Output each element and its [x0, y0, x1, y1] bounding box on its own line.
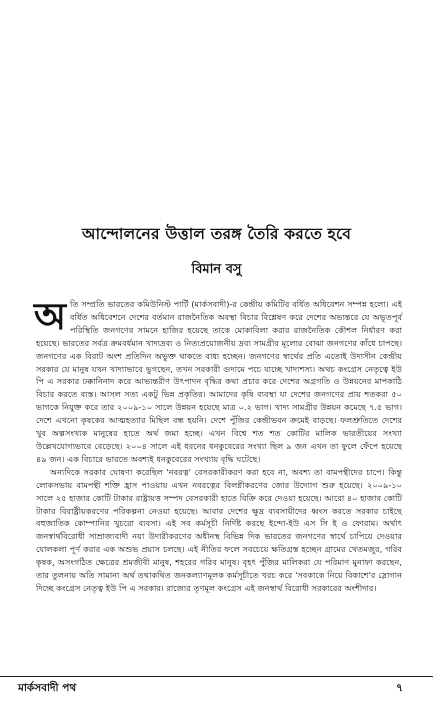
footer-magazine-name: মার্কসবাদী পথ [18, 682, 77, 694]
footer-divider [0, 676, 433, 677]
page-number: ৭ [396, 682, 403, 694]
article-title: আন্দোলনের উত্তাল তরঙ্গ তৈরি করতে হবে [81, 225, 352, 243]
drop-cap: অ [34, 294, 67, 338]
paragraph-1 [34, 294, 402, 466]
article-author: বিমান বসু [191, 262, 242, 277]
paragraph-2: অন্যদিকে সরকার ঘোষণা করেছিল 'নবরত্ন' বেসরকারীকরণ করা হবে না, অবশ্য তা বামপন্থীদের চাপে। কিন্তু লোকসভায় বামপন্থী শক্তি হ্রাস পাওয়ায় এখন নবরত্নের বিলগ্নীকরণের জোর উদ্যোগ শুরু হয়েছে। ২০০৯-১০ সালে ২৫ হাজার কোটি টাকার রাষ্ট্রায়ত্ত সম্পদ বেসরকারী হাতে বিক্রি করে দেওয়া হয়েছে। আরো ৪০ হাজার কোটি টাকার বিরাষ্ট্রীয়করণের পরিকল্পনা নেওয়া হয়েছে। আবার দেশের ক্ষুদ্র ব্যবসায়ীদের ধ্বংস করতে সরকার চাইছে বহুজাতিক কোম্পানির খুচরো ব্যবসা। এই সব কর্মসূচী নির্দিষ্ট করছে ইন্দো-ইউ এস সি ই ও ফোরাম। অর্থাৎ জনস্বার্থবিরোধী সাম্রাজ্যবাদী নয়া উদারীকরণের অধীনস্থ বিভিন্ন দিক ভারতের জনগণের স্বার্থে চাপিয়ে দেওয়ার যোলকলা পূর্ণ করার এক অশুভ প্রয়াস চলছে। এই নীতির ফলে সবচেয়ে ক্ষতিগ্রস্ত হচ্ছেন গ্রামের খেতমজুর, গরিব কৃষক, অসংগঠিত ক্ষেত্রের শ্রমজীবী মানুষ, শহরের গরিব মানুষ। বৃহৎ পুঁজির মালিকরা যে পরিমাণ মুনাফা করছেন, তার তুলনায় অতি সামান্য অর্থ তথাকথিত জনকল্যাণমূলক কর্মসূচীতে খরচ করে 'সবকাকে নিয়ে বিকাশে'র স্লোগান দিচ্ছে কংগ্রেস নেতৃত্ব ইউ পি এ সরকার। রাজ্যের তৃণমূল কংগ্রেস এই জনস্বার্থ বিরোধী সরকারের অংশীদার। [36, 466, 402, 593]
article-body [34, 294, 402, 595]
paragraph-1-text: তি সম্প্রতি ভারতের কমিউনিস্ট পার্টি (মার্কসবাদী)-র কেন্দ্রীয় কমিটির বর্ধিত অধিবেশন সম্পন্ন হলো। এই বর্ধিত অধিবেশনে দেশের বর্তমান রাজনৈতিক অবস্থা বিচার বিশ্লেষণ করে দেশের অভ্যন্তরে যে অভূতপূর্ব পরিস্থিতি জনগণের সামনে হাজির হয়েছে তাকে মোকাবিলা করার রাজনৈতিক কৌশল নির্ধারণ করা হয়েছে। ভারতের সর্বত্র ক্রমবর্ধমান খাদ্যদ্রব্য ও নিত্যপ্রয়োজনীয় দ্রব্য সামগ্রীর মূল্যের বোঝা জনগণের কাঁধে চাপছে। জনগণের এক বিরাট অংশ প্রতিদিন অভুক্ত থাকতে বাধ্য হচ্ছেন। জনগণের স্বার্থের প্রতি এতোই উদাসীন কেন্দ্রীয় সরকার যে মানুষ যখন খাদ্যাভাবে ভুগছেন, তখন সরকারী গুদামে পচে যাচ্ছে খাদ্যশস্য। অথচ কংগ্রেস নেতৃত্বে ইউ পি এ সরকার ঢক্কানিনাদ করে আভ্যন্তরীণ উৎপাদন বৃদ্ধির কথা প্রচার করে দেশের অগ্রগতি ও উন্নয়নের মাপকাঠি বিচার করতে ব্যস্ত। আসল সত্য একটু ভিন্ন প্রকৃতির। আমাদের কৃষি ব্যবস্থা যা দেশের জনগণের প্রায় শতকরা ৫০ ভাগকে নিযুক্ত করে তার ২০০৯-১০ সালে উন্নয়ন হয়েছে মাত্র ০.২ ভাগ। খাদ্য সামগ্রীর উন্নয়ন কমেছে ৭.৫ ভাগ। দেশে এখনো কৃষকের আত্মহত্যার মিছিল বন্ধ হয়নি। দেশে পুঁজির কেন্দ্রীভবন ক্রমেই বাড়ছে। ফলশ্রুতিতে দেশের খুব অল্পসংখ্যক মানুষের হাতে অর্থ জমা হচ্ছে। এখন বিশ্বে শত শত কোটির মালিক ভারতীয়ের সংখ্যা উল্লেখযোগ্যভাবে বেড়েছে। ২০০৪ সালে এই ধরনের ধনকুবেরের সংখ্যা ছিল ৯ জন এখন তা ফুলে ফেঁপে হয়েছে ৪৯ জন। এক বিচারে ভারতে অবশ্যই ধনকুবেরের সংখ্যায় বৃদ্ধি ঘটেছে। [36, 299, 402, 464]
